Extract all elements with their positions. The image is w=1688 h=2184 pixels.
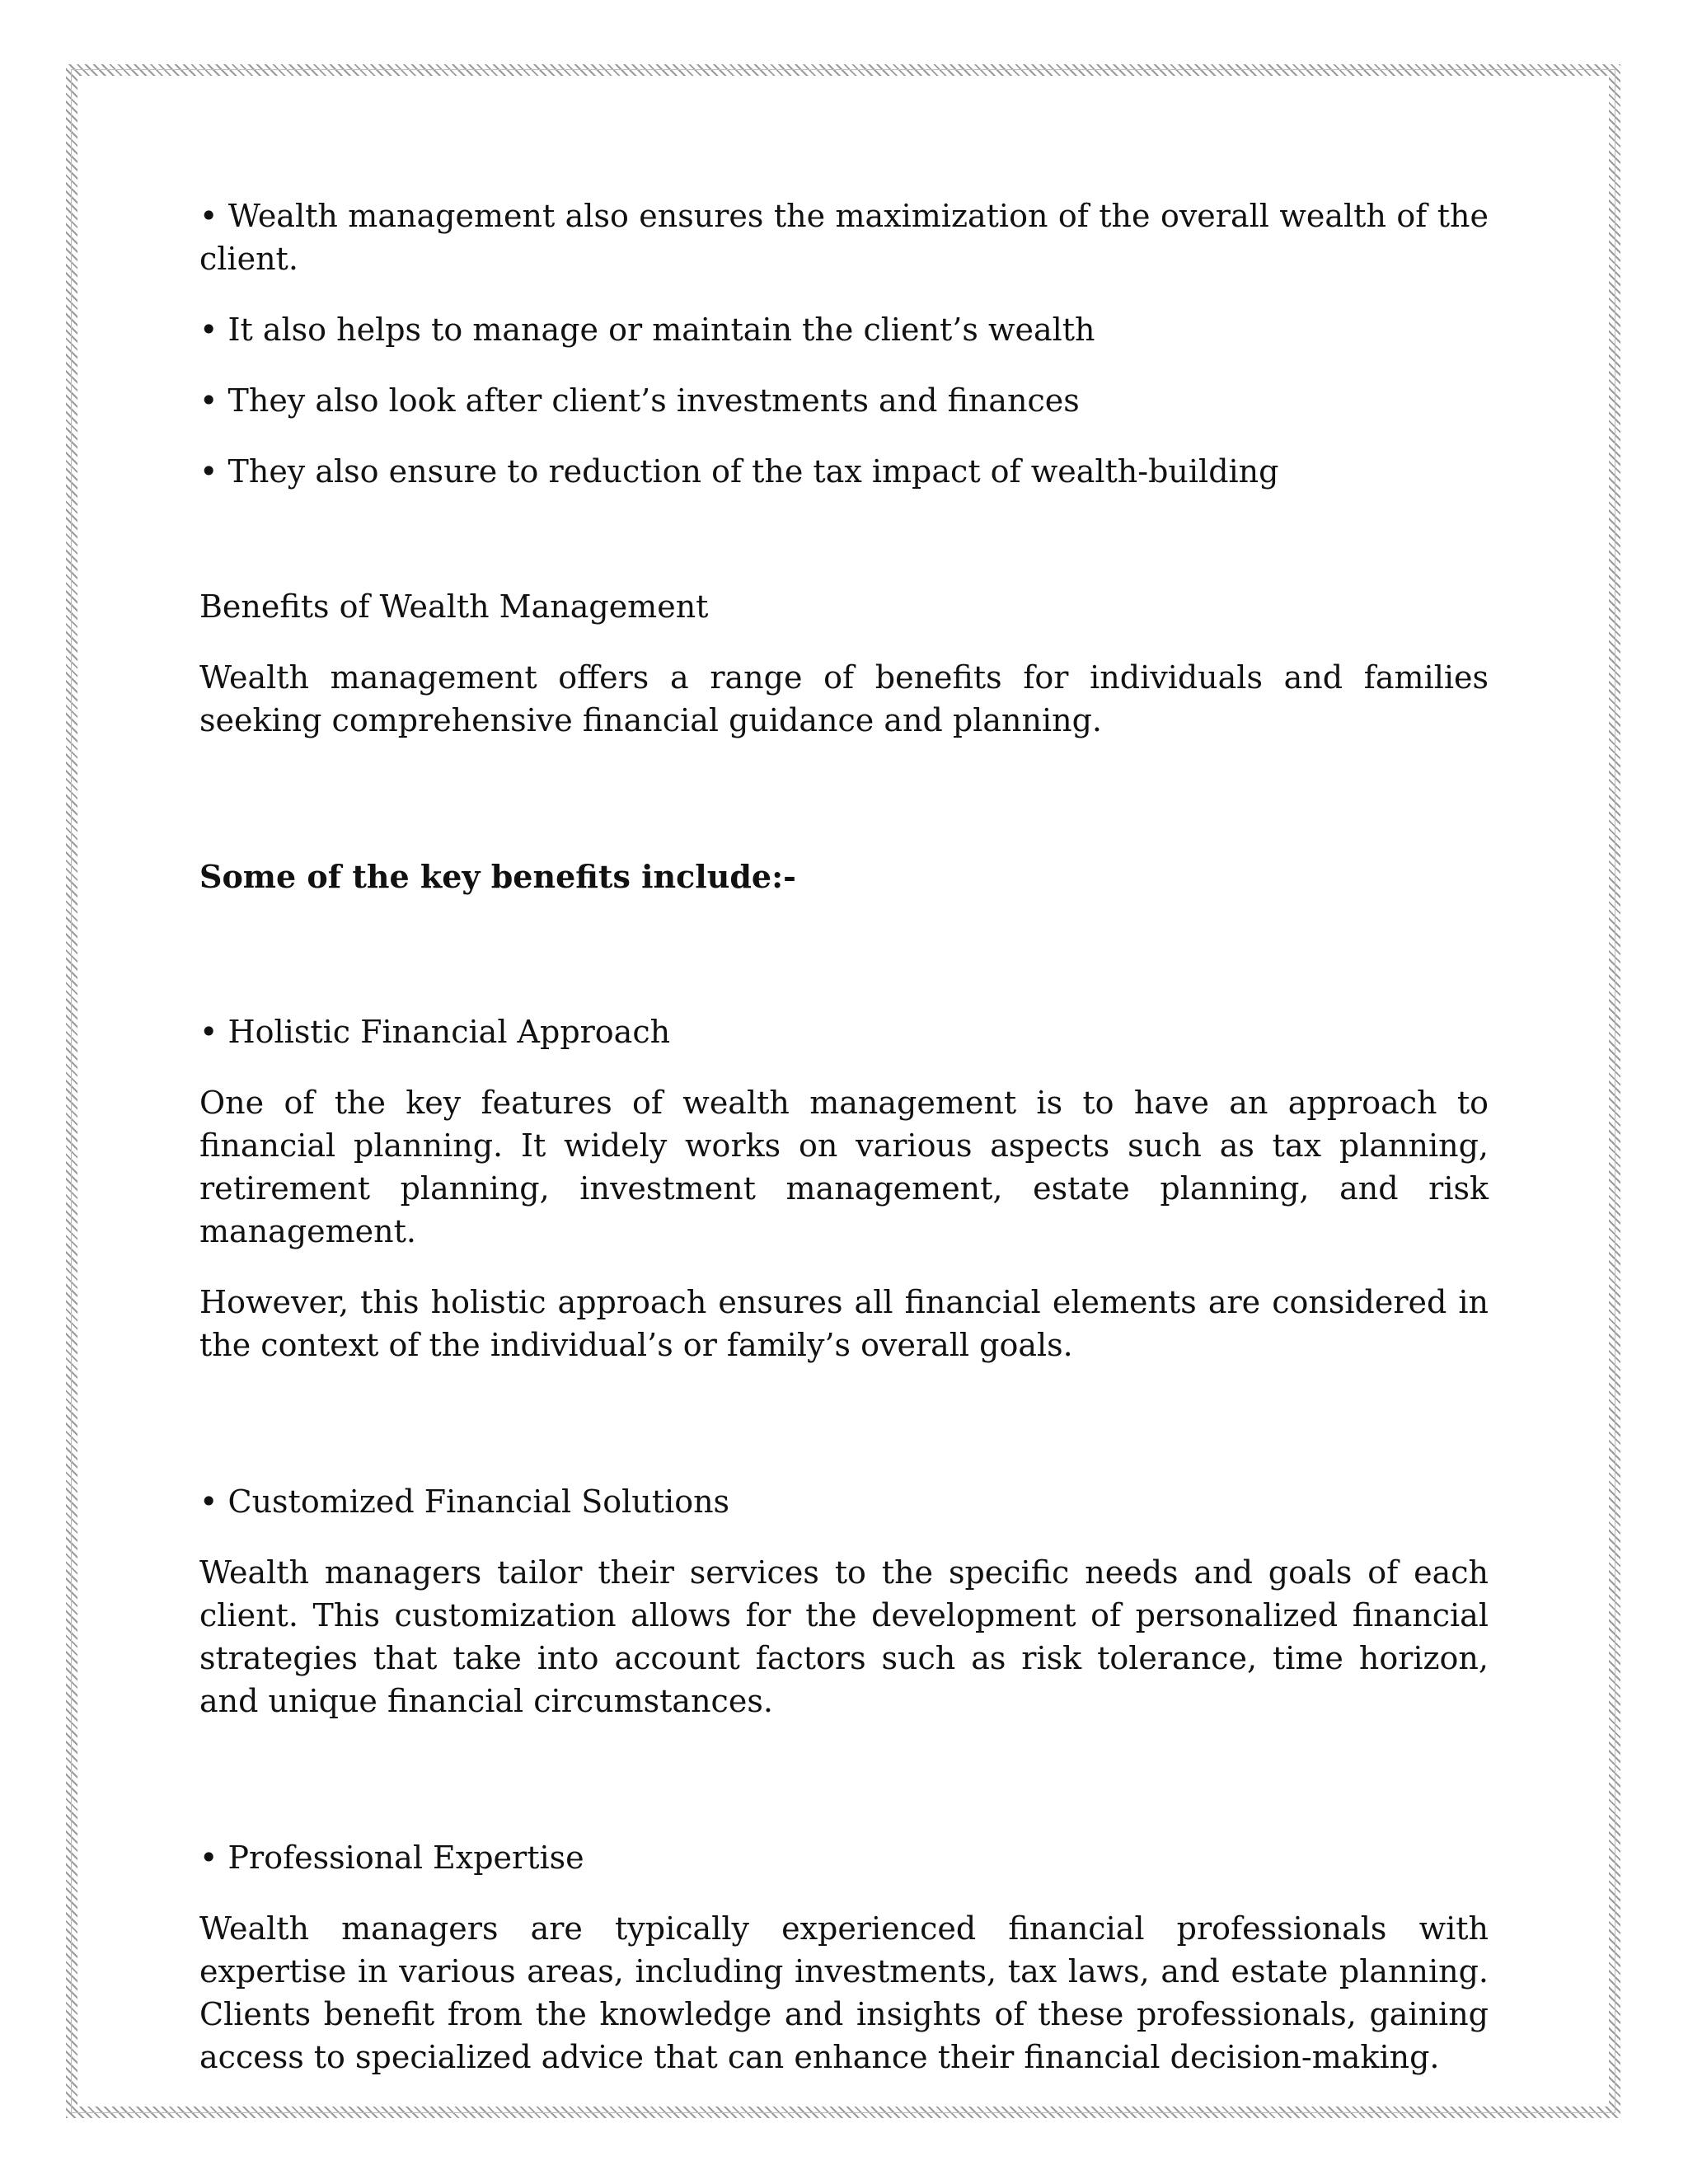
section-title-customized: • Customized Financial Solutions [199,1483,730,1520]
section-paragraph: Wealth managers are typically experienced financial professionals with expertise in various areas, including investments, tax laws, and estate planning. Clients benefit from the knowledge and insights of these professionals, gaining access to specialized advice that can enhance their financial decision-making. [199,1910,1489,2075]
bullet-item: • They also look after client’s investments and finances [199,382,1080,419]
bullet-item: • Wealth management also ensures the maximization of the overall wealth of the client. [199,198,1489,277]
benefits-heading: Benefits of Wealth Management [199,588,709,625]
section-title-expertise: • Professional Expertise [199,1840,584,1876]
bullet-item: • They also ensure to reduction of the tax impact of wealth-building [199,453,1279,490]
key-benefits-heading: Some of the key benefits include:- [199,858,796,895]
section-paragraph: One of the key features of wealth management is to have an approach to financial planning. It widely works on various aspects such as tax planning, retirement planning, investment management, estate planning, and risk management. [199,1085,1489,1249]
section-title-holistic: • Holistic Financial Approach [199,1014,671,1050]
section-paragraph: However, this holistic approach ensures all financial elements are considered in the context of the individual’s or family’s overall goals. [199,1284,1489,1363]
section-paragraph: Wealth managers tailor their services to the specific needs and goals of each client. This customization allows for the development of personalized financial strategies that take into account factors such as risk tolerance, time horizon, and unique financial circumstances. [199,1554,1489,1719]
document-body [199,194,1489,2107]
bullet-item: • It also helps to manage or maintain the client’s wealth [199,312,1095,348]
benefits-intro: Wealth management offers a range of benefits for individuals and families seeking comprehensive financial guidance and planning. [199,659,1489,738]
